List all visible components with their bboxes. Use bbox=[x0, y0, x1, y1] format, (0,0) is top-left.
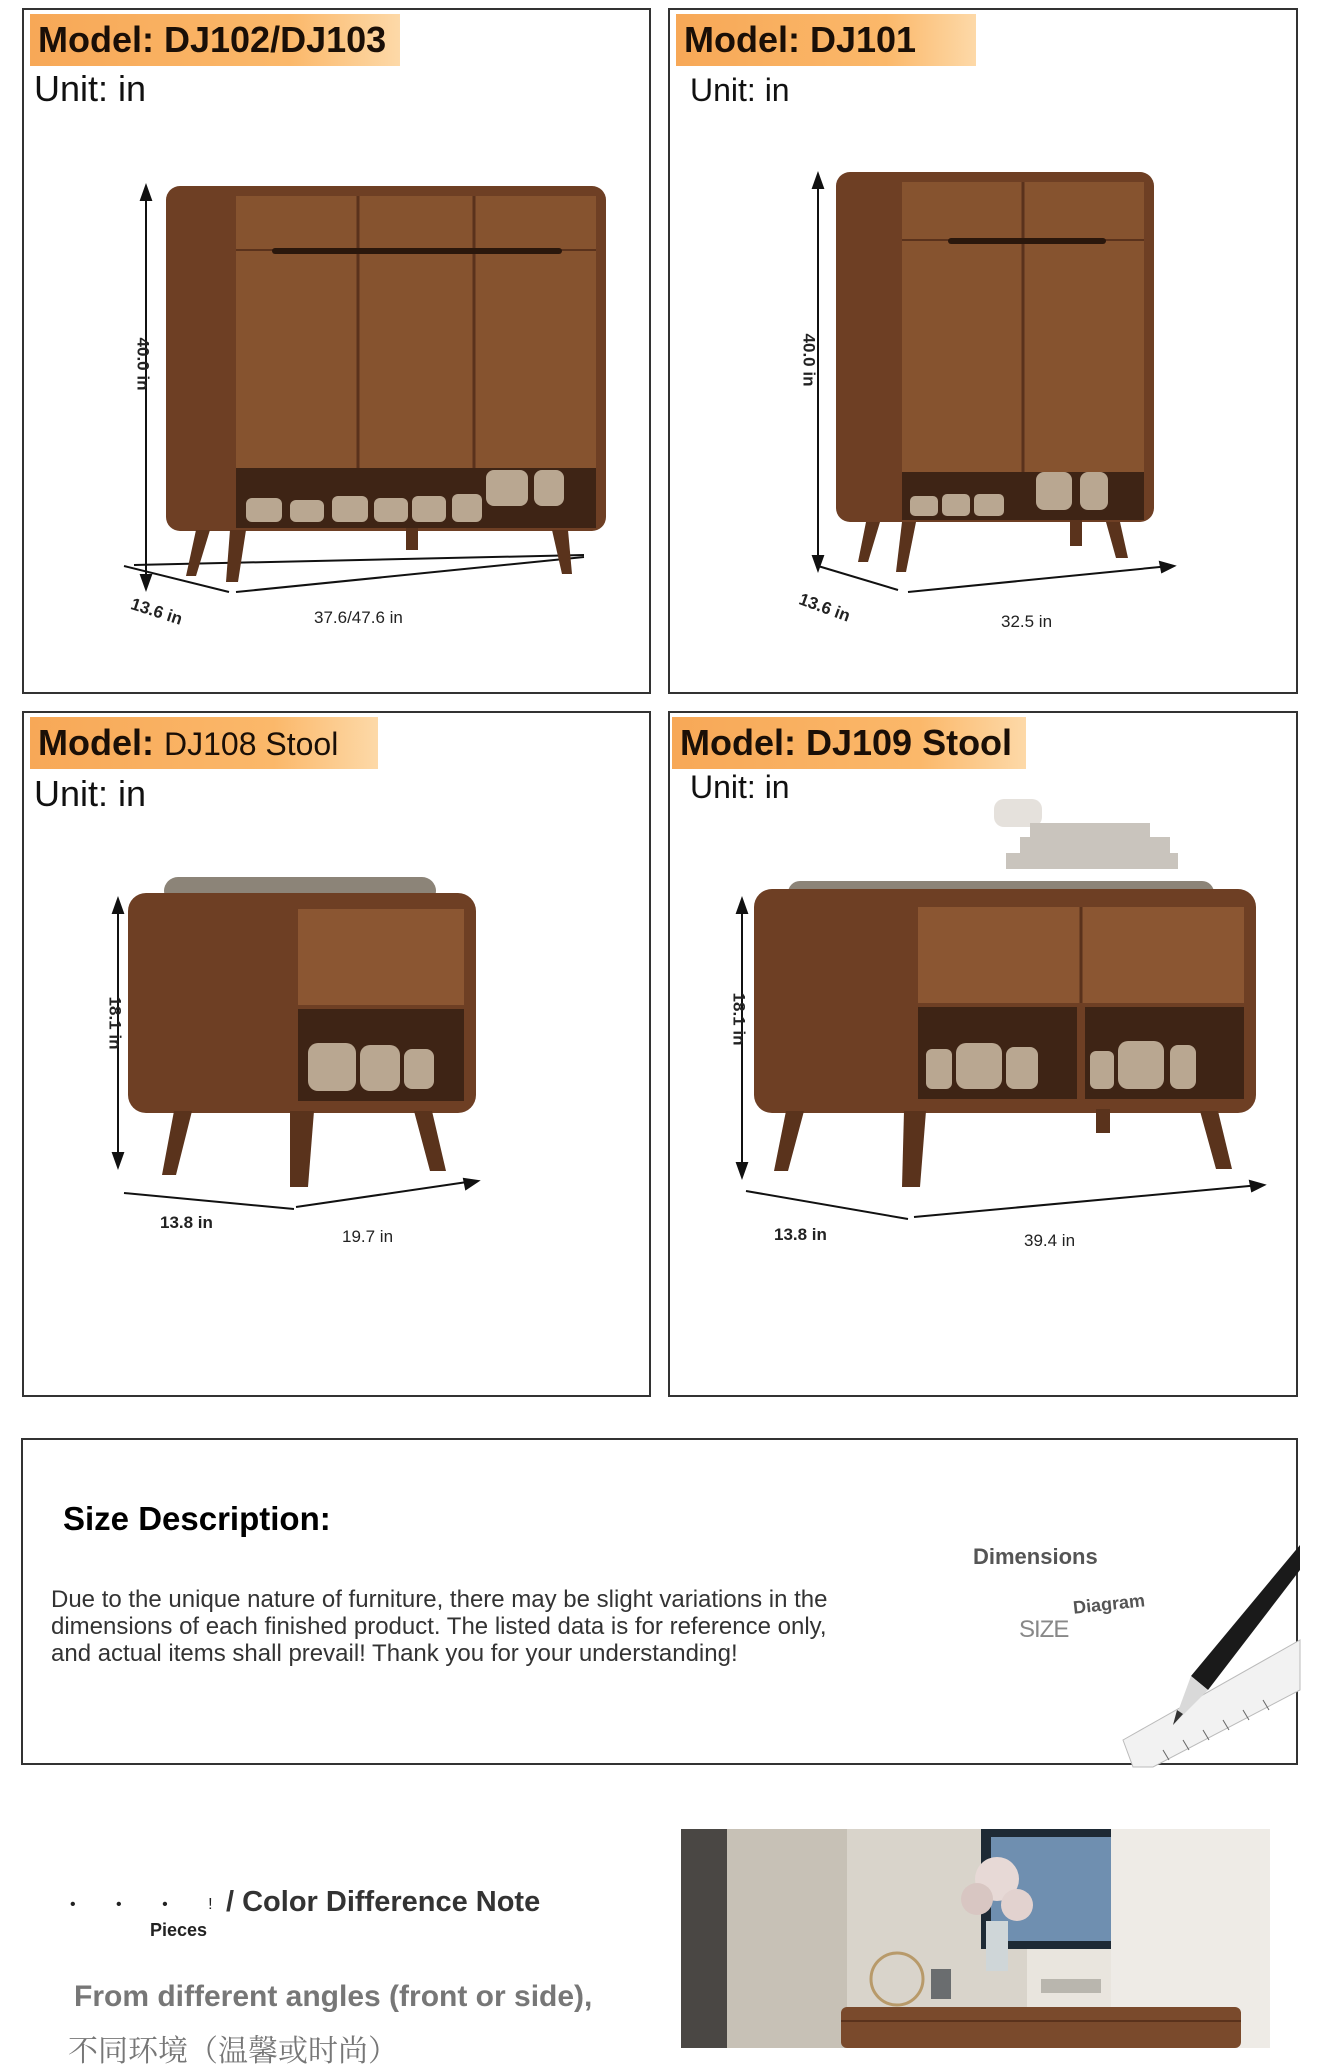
color-note-line-1: From different angles (front or side), bbox=[74, 1980, 593, 2013]
height-dimension: 18.1 in bbox=[729, 992, 749, 1046]
stool-double-illustration bbox=[670, 713, 1300, 1399]
width-dimension: 19.7 in bbox=[342, 1227, 394, 1246]
model-name: DJ108 Stool bbox=[164, 726, 339, 762]
model-label: Model: DJ102/DJ103 bbox=[30, 14, 400, 66]
height-dimension: 40.0 in bbox=[133, 337, 153, 391]
room-photo-illustration bbox=[681, 1829, 1270, 2048]
room-photo bbox=[681, 1829, 1270, 2048]
stool-small-illustration bbox=[24, 713, 653, 1399]
unit-label: Unit: in bbox=[690, 72, 790, 108]
model-prefix: Model: bbox=[38, 722, 154, 763]
diagram-decor-text: Diagram bbox=[1072, 1590, 1146, 1618]
dimensions-decor-text: Dimensions bbox=[973, 1544, 1098, 1569]
width-dimension: 39.4 in bbox=[1024, 1231, 1076, 1250]
unit-label: Unit: in bbox=[690, 769, 790, 805]
unit-label: Unit: in bbox=[34, 68, 147, 109]
unit-label: Unit: in bbox=[34, 773, 147, 814]
model-label: Model: DJ101 bbox=[676, 14, 976, 66]
panel-dj101 bbox=[668, 8, 1298, 694]
color-note-line-2: 不同环境（温馨或时尚） bbox=[68, 2035, 398, 2068]
model-label: Model: DJ109 Stool bbox=[672, 717, 1026, 769]
depth-dimension: 13.8 in bbox=[774, 1225, 827, 1244]
width-dimension: 37.6/47.6 in bbox=[314, 608, 403, 627]
panel-dj109-stool bbox=[668, 711, 1298, 1397]
depth-dimension: 13.6 in bbox=[128, 594, 185, 629]
height-dimension: 40.0 in bbox=[799, 333, 819, 387]
size-description-text: Due to the unique nature of furniture, there may be slight variations in the dimensions of each finished product. The listed data is for reference only, and actual items shall prevail! Thank you for your understanding! bbox=[51, 1586, 828, 1667]
pieces-label: Pieces bbox=[150, 1920, 208, 1940]
size-decor-text: SIZE bbox=[1019, 1616, 1069, 1643]
size-description-title: Size Description: bbox=[63, 1500, 331, 1537]
decorative-dots: • • • ! bbox=[70, 1896, 231, 1913]
depth-dimension: 13.6 in bbox=[796, 589, 853, 626]
color-difference-title: / Color Difference Note bbox=[226, 1886, 541, 1918]
panel-dj108-stool bbox=[22, 711, 651, 1397]
width-dimension: 32.5 in bbox=[1001, 612, 1053, 631]
pencil-ruler-illustration bbox=[23, 1440, 1300, 1767]
height-dimension: 18.1 in bbox=[105, 996, 125, 1050]
cabinet-2-door-illustration bbox=[670, 10, 1300, 696]
cabinet-3-door-illustration bbox=[24, 10, 653, 696]
depth-dimension: 13.8 in bbox=[160, 1213, 213, 1232]
size-description-box bbox=[21, 1438, 1298, 1765]
panel-dj102-dj103 bbox=[22, 8, 651, 694]
